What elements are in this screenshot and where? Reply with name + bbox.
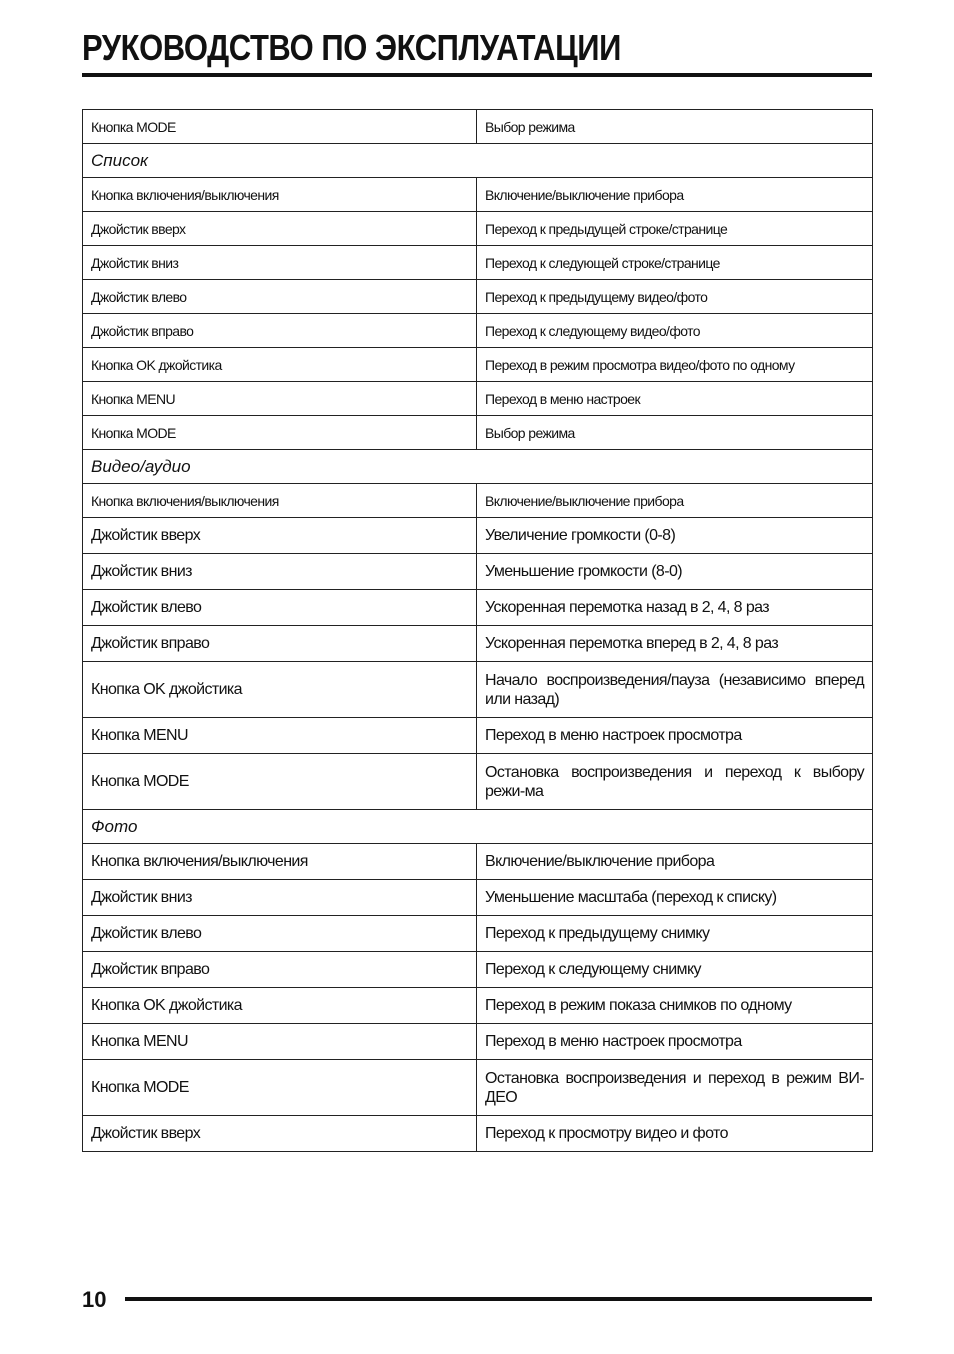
control-name-cell: Кнопка включения/выключения xyxy=(83,484,477,518)
control-action-cell: Остановка воспроизведения и переход в режим ВИ-ДЕО xyxy=(477,1060,873,1116)
control-action-cell: Выбор режима xyxy=(477,416,873,450)
control-name-cell: Джойстик вверх xyxy=(83,212,477,246)
table-row xyxy=(83,1116,873,1152)
control-name-cell: Кнопка MENU xyxy=(83,382,477,416)
control-action-cell: Уменьшение масштаба (переход к списку) xyxy=(477,880,873,916)
control-name-cell: Джойстик вверх xyxy=(83,518,477,554)
table-row xyxy=(83,718,873,754)
control-action-cell: Увеличение громкости (0-8) xyxy=(477,518,873,554)
table-row xyxy=(83,518,873,554)
table-row xyxy=(83,348,873,382)
table-row xyxy=(83,416,873,450)
control-name-cell: Кнопка MODE xyxy=(83,416,477,450)
control-name-cell: Кнопка OK джойстика xyxy=(83,662,477,718)
table-row xyxy=(83,1060,873,1116)
section-title: Фото xyxy=(83,810,873,844)
control-name-cell: Джойстик вниз xyxy=(83,554,477,590)
table-row xyxy=(83,110,873,144)
section-header-row xyxy=(83,450,873,484)
title-divider xyxy=(82,73,872,77)
table-row xyxy=(83,554,873,590)
table-row xyxy=(83,626,873,662)
control-name-cell: Кнопка MODE xyxy=(83,1060,477,1116)
control-name-cell: Кнопка включения/выключения xyxy=(83,178,477,212)
control-action-cell: Ускоренная перемотка вперед в 2, 4, 8 раз xyxy=(477,626,873,662)
control-action-cell: Переход к предыдущему видео/фото xyxy=(477,280,873,314)
control-name-cell: Джойстик вниз xyxy=(83,246,477,280)
control-name-cell: Джойстик вниз xyxy=(83,880,477,916)
control-name-cell: Кнопка включения/выключения xyxy=(83,844,477,880)
table-row xyxy=(83,844,873,880)
control-name-cell: Кнопка OK джойстика xyxy=(83,988,477,1024)
table-row xyxy=(83,952,873,988)
control-action-cell: Переход к следующему видео/фото xyxy=(477,314,873,348)
control-name-cell: Кнопка OK джойстика xyxy=(83,348,477,382)
control-name-cell: Кнопка MODE xyxy=(83,110,477,144)
table-row xyxy=(83,916,873,952)
table-row xyxy=(83,246,873,280)
table-row xyxy=(83,590,873,626)
control-action-cell: Переход в режим показа снимков по одному xyxy=(477,988,873,1024)
control-action-cell: Переход в меню настроек просмотра xyxy=(477,1024,873,1060)
table-row xyxy=(83,382,873,416)
control-name-cell: Джойстик вправо xyxy=(83,626,477,662)
control-action-cell: Начало воспроизведения/пауза (независимо вперед или назад) xyxy=(477,662,873,718)
controls-table xyxy=(82,109,873,1152)
control-action-cell: Переход к следующей строке/странице xyxy=(477,246,873,280)
table-row xyxy=(83,880,873,916)
control-name-cell: Джойстик вправо xyxy=(83,952,477,988)
footer-divider xyxy=(125,1297,872,1301)
table-row xyxy=(83,314,873,348)
section-header-row xyxy=(83,810,873,844)
control-name-cell: Джойстик вверх xyxy=(83,1116,477,1152)
control-name-cell: Кнопка MENU xyxy=(83,1024,477,1060)
control-action-cell: Переход в режим просмотра видео/фото по одному xyxy=(477,348,873,382)
control-action-cell: Переход к предыдущему снимку xyxy=(477,916,873,952)
control-name-cell: Кнопка MODE xyxy=(83,754,477,810)
section-title: Список xyxy=(83,144,873,178)
table-row xyxy=(83,1024,873,1060)
control-name-cell: Джойстик влево xyxy=(83,590,477,626)
control-action-cell: Переход в меню настроек просмотра xyxy=(477,718,873,754)
control-action-cell: Ускоренная перемотка назад в 2, 4, 8 раз xyxy=(477,590,873,626)
control-action-cell: Остановка воспроизведения и переход к выбору режи-ма xyxy=(477,754,873,810)
controls-table-body xyxy=(83,110,873,1152)
control-action-cell: Включение/выключение прибора xyxy=(477,178,873,212)
control-action-cell: Включение/выключение прибора xyxy=(477,484,873,518)
table-row xyxy=(83,988,873,1024)
page-number: 10 xyxy=(82,1287,107,1312)
table-row xyxy=(83,178,873,212)
table-row xyxy=(83,662,873,718)
control-action-cell: Переход к просмотру видео и фото xyxy=(477,1116,873,1152)
section-title: Видео/аудио xyxy=(83,450,873,484)
section-header-row xyxy=(83,144,873,178)
control-action-cell: Уменьшение громкости (8-0) xyxy=(477,554,873,590)
control-name-cell: Джойстик вправо xyxy=(83,314,477,348)
control-action-cell: Включение/выключение прибора xyxy=(477,844,873,880)
table-row xyxy=(83,280,873,314)
control-action-cell: Переход к следующему снимку xyxy=(477,952,873,988)
control-action-cell: Переход к предыдущей строке/странице xyxy=(477,212,873,246)
control-name-cell: Кнопка MENU xyxy=(83,718,477,754)
control-action-cell: Выбор режима xyxy=(477,110,873,144)
control-name-cell: Джойстик влево xyxy=(83,280,477,314)
table-row xyxy=(83,212,873,246)
table-row xyxy=(83,754,873,810)
page-title: РУКОВОДСТВО ПО ЭКСПЛУАТАЦИИ xyxy=(82,27,621,68)
control-name-cell: Джойстик влево xyxy=(83,916,477,952)
table-row xyxy=(83,484,873,518)
control-action-cell: Переход в меню настроек xyxy=(477,382,873,416)
